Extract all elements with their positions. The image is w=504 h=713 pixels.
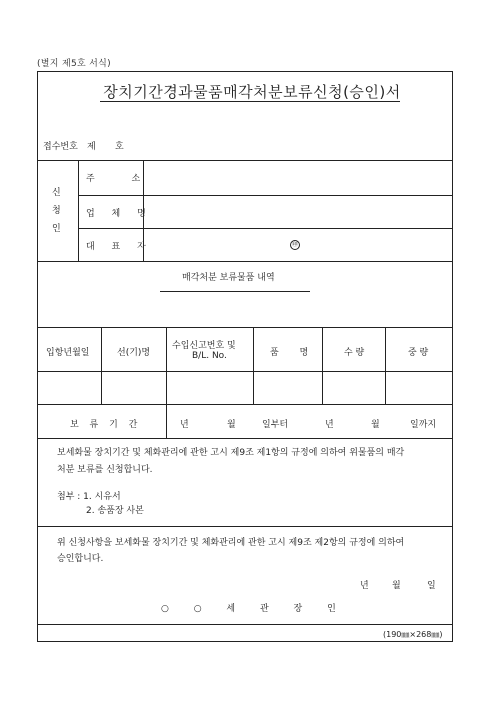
header-quantity: 수 량 bbox=[344, 348, 365, 358]
divider-address bbox=[78, 195, 453, 196]
period-month-2: 월 bbox=[371, 420, 380, 430]
period-bottom bbox=[37, 438, 453, 439]
attachment-1: 첨부 : 1. 시유서 bbox=[57, 492, 121, 502]
receipt-ho: 호 bbox=[115, 142, 124, 152]
header-import-number: 수입신고번호 및 bbox=[172, 341, 236, 351]
period-day-from: 일부터 bbox=[262, 420, 289, 430]
table-col-1 bbox=[101, 327, 102, 404]
section-title-underline bbox=[160, 291, 310, 292]
period-label: 보 류 기 간 bbox=[70, 420, 138, 430]
title-underline bbox=[100, 101, 400, 102]
table-col-3 bbox=[253, 327, 254, 404]
paper-size: (190㎜×268㎜) bbox=[383, 630, 443, 639]
applicant-label-1: 신 bbox=[52, 188, 61, 198]
table-bottom bbox=[37, 404, 453, 405]
table-col-5 bbox=[385, 327, 386, 404]
divider-company bbox=[78, 228, 453, 229]
table-col-4 bbox=[322, 327, 323, 404]
request-line-1: 보세화물 장치기간 및 체화관리에 관한 고시 제9조 제1항의 규정에 의하여 위물품의 매각 bbox=[57, 448, 405, 458]
approval-line-1: 위 신청사항을 보세화물 장치기간 및 체화관리에 관한 고시 제9조 제2항의 규정에 의하여 bbox=[57, 538, 405, 548]
header-arrival-date: 입항년월일 bbox=[46, 348, 90, 358]
divider-applicant-left bbox=[78, 160, 79, 261]
approval-day: 일 bbox=[427, 581, 436, 591]
attachment-2: 2. 송품장 사본 bbox=[86, 506, 144, 516]
address-label: 주 소 bbox=[86, 174, 141, 184]
approval-year: 년 bbox=[360, 581, 369, 591]
section-title: 매각처분 보류물품 내역 bbox=[182, 273, 275, 283]
form-number-label: (별지 제5호 서식) bbox=[37, 59, 111, 69]
approval-line-2: 승인합니다. bbox=[57, 554, 104, 564]
divider-applicant-top bbox=[37, 160, 453, 161]
header-vessel-name: 선(기)명 bbox=[117, 348, 151, 358]
period-day-to: 일까지 bbox=[410, 420, 437, 430]
table-top bbox=[37, 327, 453, 328]
header-bl-no: B/L. No. bbox=[192, 351, 227, 361]
period-year-1: 년 bbox=[180, 420, 189, 430]
request-line-2: 처분 보류를 신청합니다. bbox=[57, 465, 153, 475]
page-title: 장치기간경과물품매각처분보류신청(승인)서 bbox=[103, 83, 401, 101]
approval-top bbox=[37, 526, 453, 527]
applicant-label-3: 인 bbox=[52, 224, 61, 234]
customs-office-signature: ○ ○ 세 관 장 인 bbox=[161, 604, 336, 614]
approval-month: 월 bbox=[392, 581, 401, 591]
divider-applicant-bottom bbox=[37, 261, 453, 262]
receipt-je: 제 bbox=[87, 142, 96, 152]
footer-divider bbox=[37, 624, 453, 625]
period-month-1: 월 bbox=[227, 420, 236, 430]
header-item-name: 품 명 bbox=[270, 348, 309, 358]
period-divider bbox=[166, 404, 167, 438]
period-year-2: 년 bbox=[325, 420, 334, 430]
table-header-bottom bbox=[37, 371, 453, 372]
company-name-label: 업 체 명 bbox=[86, 209, 146, 219]
header-weight: 중 량 bbox=[408, 348, 429, 358]
applicant-label-2: 청 bbox=[52, 206, 61, 216]
table-col-2 bbox=[166, 327, 167, 404]
receipt-number-label: 접수번호 bbox=[43, 142, 78, 152]
representative-label: 대 표 자 bbox=[86, 242, 146, 252]
seal-icon: ㊞ bbox=[291, 241, 298, 248]
